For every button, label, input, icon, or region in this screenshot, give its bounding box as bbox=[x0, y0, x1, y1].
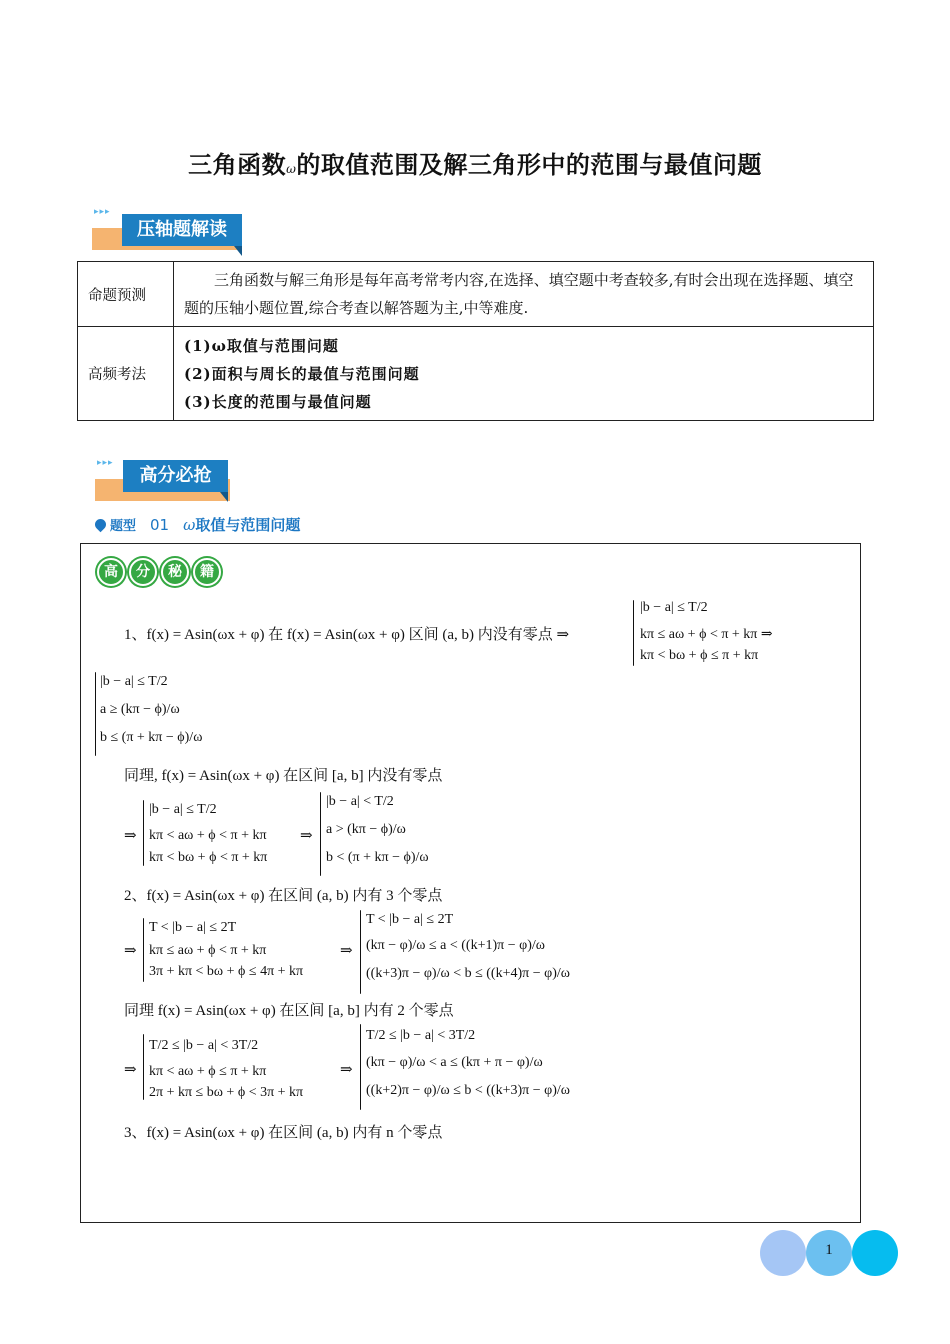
section-banner-score bbox=[95, 458, 240, 504]
math-line: 3π + kπ < bω + ϕ ≤ 4π + kπ bbox=[149, 964, 304, 979]
math-line: 2、f(x) = Asin(ωx + φ) 在区间 (a, b) 内有 3 个零点 bbox=[124, 888, 443, 904]
math-line: T/2 ≤ |b − a| < 3T/2 bbox=[149, 1038, 259, 1053]
math-line: ((k+3)π − φ)/ω < b ≤ ((k+4)π − φ)/ω bbox=[366, 966, 570, 981]
math-line: |b − a| ≤ T/2 bbox=[149, 802, 217, 817]
math-line: ((k+2)π − φ)/ω ≤ b < ((k+3)π − φ)/ω bbox=[366, 1083, 570, 1098]
banner-label: 高分必抢 bbox=[123, 460, 228, 492]
list-item: (1)ω取值与范围问题 bbox=[184, 336, 339, 355]
math-line: kπ < bω + ϕ < π + kπ bbox=[149, 850, 268, 865]
badge-char: 籍 bbox=[193, 558, 221, 586]
math-line: 同理, f(x) = Asin(ωx + φ) 在区间 [a, b] 内没有零点 bbox=[124, 768, 443, 784]
math-line: kπ ≤ aω + ϕ < π + kπ bbox=[149, 943, 267, 958]
math-line: b < (π + kπ − ϕ)/ω bbox=[326, 850, 429, 865]
arrow-dots-icon: ▸▸▸ bbox=[94, 207, 111, 217]
table-row bbox=[78, 327, 874, 421]
math-line: |b − a| ≤ T/2 bbox=[640, 600, 708, 615]
location-pin-icon bbox=[93, 517, 109, 533]
math-line: kπ < aω + ϕ ≤ π + kπ bbox=[149, 1064, 267, 1079]
math-line: kπ < bω + ϕ ≤ π + kπ bbox=[640, 648, 759, 663]
math-line: 1、f(x) = Asin(ωx + φ) 在 f(x) = Asin(ωx + φ) 区间 (a, b) 内没有零点 ⇒ bbox=[124, 627, 570, 643]
page-title: 三角函数ω的取值范围及解三角形中的范围与最值问题 bbox=[188, 150, 762, 179]
row-label: 命题预测 bbox=[78, 262, 174, 327]
math-line: |b − a| < T/2 bbox=[326, 794, 394, 809]
math-line: kπ ≤ aω + ϕ < π + kπ ⇒ bbox=[640, 627, 773, 642]
row-label: 高频考法 bbox=[78, 327, 174, 421]
banner-label: 压轴题解读 bbox=[122, 214, 242, 246]
badge-char: 高 bbox=[97, 558, 125, 586]
math-line: a > (kπ − ϕ)/ω bbox=[326, 822, 406, 837]
table-row bbox=[78, 262, 874, 327]
math-line: T/2 ≤ |b − a| < 3T/2 bbox=[366, 1028, 476, 1043]
info-table bbox=[77, 261, 874, 421]
math-line: |b − a| ≤ T/2 bbox=[100, 674, 168, 689]
question-type-heading: 题型 01 ω取值与范围问题 bbox=[95, 514, 300, 535]
math-line: T < |b − a| ≤ 2T bbox=[366, 912, 454, 927]
math-line: T < |b − a| ≤ 2T bbox=[149, 920, 237, 935]
badge-char: 分 bbox=[129, 558, 157, 586]
list-item: (2)面积与周长的最值与范围问题 bbox=[184, 364, 420, 383]
math-line: 同理 f(x) = Asin(ωx + φ) 在区间 [a, b] 内有 2 个零点 bbox=[124, 1003, 454, 1019]
row-text: 三角函数与解三角形是每年高考常考内容,在选择、填空题中考查较多,有时会出现在选择题、填空题的压轴小题位置,综合考查以解答题为主,中等难度. bbox=[184, 271, 854, 317]
badge-char: 秘 bbox=[161, 558, 189, 586]
math-line: (kπ − φ)/ω ≤ a < ((k+1)π − φ)/ω bbox=[366, 938, 545, 953]
page-number: 1 bbox=[825, 1242, 833, 1258]
list-item: (3)长度的范围与最值问题 bbox=[184, 392, 372, 411]
math-line: a ≥ (kπ − ϕ)/ω bbox=[100, 702, 180, 717]
section-banner-analysis bbox=[92, 207, 252, 253]
math-line: kπ < aω + ϕ < π + kπ bbox=[149, 828, 267, 843]
math-line: (kπ − φ)/ω < a ≤ (kπ + π − φ)/ω bbox=[366, 1055, 543, 1070]
math-line: 3、f(x) = Asin(ωx + φ) 在区间 (a, b) 内有 n 个零点 bbox=[124, 1125, 443, 1141]
arrow-dots-icon: ▸▸▸ bbox=[97, 458, 114, 468]
math-line: 2π + kπ ≤ bω + ϕ < 3π + kπ bbox=[149, 1085, 304, 1100]
math-line: b ≤ (π + kπ − ϕ)/ω bbox=[100, 730, 203, 745]
